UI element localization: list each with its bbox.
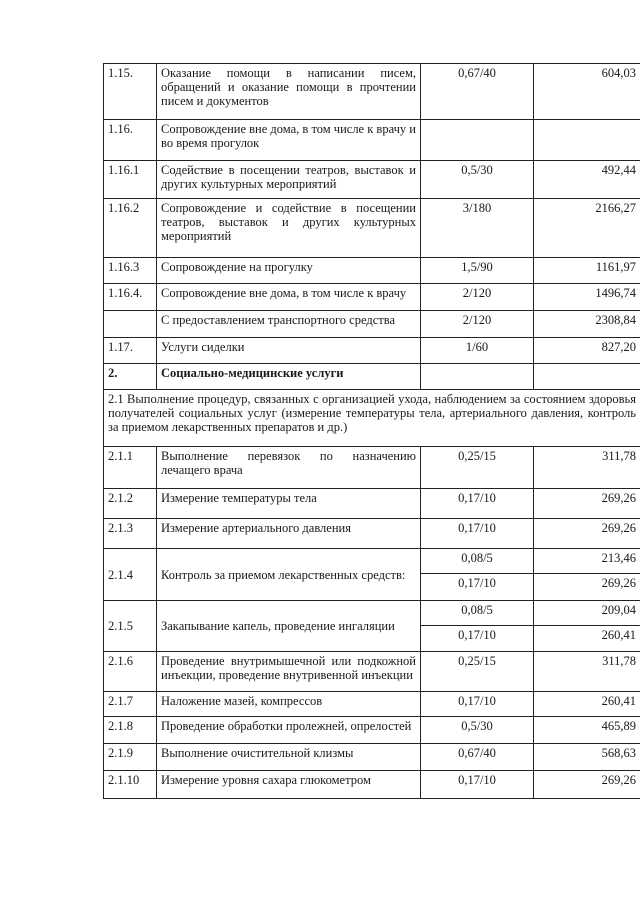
service-description: Проведение внутримышечной или подкожной инъекции, проведение внутривенной инъекции bbox=[157, 652, 421, 692]
service-price: 269,26 bbox=[534, 574, 640, 601]
time-norm: 1,5/90 bbox=[421, 258, 534, 284]
tariff-table bbox=[103, 63, 640, 799]
service-price: 1496,74 bbox=[534, 284, 640, 311]
time-norm: 0,67/40 bbox=[421, 744, 534, 771]
time-norm: 0,25/15 bbox=[421, 447, 534, 489]
service-price: 465,89 bbox=[534, 717, 640, 744]
table-row bbox=[104, 489, 640, 519]
table-row bbox=[104, 120, 640, 161]
row-number: 2.1.10 bbox=[104, 771, 157, 799]
service-description: Сопровождение вне дома, в том числе к врачу и во время прогулок bbox=[157, 120, 421, 161]
row-number: 2.1.8 bbox=[104, 717, 157, 744]
service-description: Выполнение очистительной клизмы bbox=[157, 744, 421, 771]
time-norm: 1/60 bbox=[421, 338, 534, 364]
subsection-description: 2.1 Выполнение процедур, связанных с организацией ухода, наблюдением за состоянием здоровья получателей социальных услуг (измерение температуры тела, артериального давления, контроль за приемом лекарственных препаратов и др.) bbox=[104, 390, 640, 447]
section-header-row bbox=[104, 364, 640, 390]
row-number: 1.17. bbox=[104, 338, 157, 364]
service-price: 492,44 bbox=[534, 161, 640, 199]
table-row bbox=[104, 258, 640, 284]
service-description: Сопровождение и содействие в посещении театров, выставок и других культурных мероприятий bbox=[157, 199, 421, 258]
service-price: 2166,27 bbox=[534, 199, 640, 258]
row-number: 2.1.6 bbox=[104, 652, 157, 692]
table-row bbox=[104, 447, 640, 489]
time-norm: 0,08/5 bbox=[421, 601, 534, 626]
service-price: 269,26 bbox=[534, 771, 640, 799]
table-row bbox=[104, 338, 640, 364]
row-number: 1.16. bbox=[104, 120, 157, 161]
service-price: 2308,84 bbox=[534, 311, 640, 338]
service-price: 604,03 bbox=[534, 64, 640, 120]
service-price: 311,78 bbox=[534, 447, 640, 489]
service-price: 1161,97 bbox=[534, 258, 640, 284]
time-norm: 0,08/5 bbox=[421, 549, 534, 574]
service-description: Сопровождение на прогулку bbox=[157, 258, 421, 284]
table-row bbox=[104, 717, 640, 744]
table-row bbox=[104, 311, 640, 338]
row-number: 2.1.4 bbox=[104, 549, 157, 601]
row-number bbox=[104, 311, 157, 338]
table-row bbox=[104, 284, 640, 311]
time-norm: 0,17/10 bbox=[421, 771, 534, 799]
table-row bbox=[104, 652, 640, 692]
subsection-row bbox=[104, 390, 640, 447]
service-description: Выполнение перевязок по назначению лечащего врача bbox=[157, 447, 421, 489]
time-norm: 0,5/30 bbox=[421, 161, 534, 199]
service-description: Содействие в посещении театров, выставок и других культурных мероприятий bbox=[157, 161, 421, 199]
time-norm: 2/120 bbox=[421, 284, 534, 311]
time-norm bbox=[421, 120, 534, 161]
table-row bbox=[104, 199, 640, 258]
table-row bbox=[104, 692, 640, 717]
section-number: 2. bbox=[104, 364, 157, 390]
time-norm: 0,17/10 bbox=[421, 692, 534, 717]
row-number: 2.1.7 bbox=[104, 692, 157, 717]
service-price: 311,78 bbox=[534, 652, 640, 692]
row-number: 2.1.2 bbox=[104, 489, 157, 519]
service-price: 213,46 bbox=[534, 549, 640, 574]
service-description: Измерение уровня сахара глюкометром bbox=[157, 771, 421, 799]
time-norm: 0,17/10 bbox=[421, 519, 534, 549]
service-description: Измерение артериального давления bbox=[157, 519, 421, 549]
row-number: 1.16.3 bbox=[104, 258, 157, 284]
table-row bbox=[104, 161, 640, 199]
service-price: 260,41 bbox=[534, 626, 640, 652]
time-norm: 3/180 bbox=[421, 199, 534, 258]
service-description: Наложение мазей, компрессов bbox=[157, 692, 421, 717]
time-norm: 0,17/10 bbox=[421, 489, 534, 519]
time-norm: 2/120 bbox=[421, 311, 534, 338]
row-number: 1.16.2 bbox=[104, 199, 157, 258]
time-norm: 0,17/10 bbox=[421, 574, 534, 601]
time-norm: 0,17/10 bbox=[421, 626, 534, 652]
service-description: Сопровождение вне дома, в том числе к врачу bbox=[157, 284, 421, 311]
row-number: 2.1.9 bbox=[104, 744, 157, 771]
service-price: 269,26 bbox=[534, 519, 640, 549]
table-row bbox=[104, 601, 640, 626]
time-norm: 0,25/15 bbox=[421, 652, 534, 692]
row-number: 2.1.3 bbox=[104, 519, 157, 549]
service-price: 827,20 bbox=[534, 338, 640, 364]
service-description: Контроль за приемом лекарственных средств: bbox=[157, 549, 421, 601]
service-price: 209,04 bbox=[534, 601, 640, 626]
service-description: Оказание помощи в написании писем, обращений и оказание помощи в прочтении писем и документов bbox=[157, 64, 421, 120]
service-description: Услуги сиделки bbox=[157, 338, 421, 364]
row-number: 2.1.5 bbox=[104, 601, 157, 652]
table-row bbox=[104, 744, 640, 771]
service-price: 260,41 bbox=[534, 692, 640, 717]
row-number: 1.16.4. bbox=[104, 284, 157, 311]
table-row bbox=[104, 64, 640, 120]
service-description: Закапывание капель, проведение ингаляции bbox=[157, 601, 421, 652]
table-row bbox=[104, 519, 640, 549]
table-row bbox=[104, 771, 640, 799]
service-price: 568,63 bbox=[534, 744, 640, 771]
table-row bbox=[104, 549, 640, 574]
service-description: Измерение температуры тела bbox=[157, 489, 421, 519]
row-number: 1.15. bbox=[104, 64, 157, 120]
time-norm: 0,5/30 bbox=[421, 717, 534, 744]
row-number: 2.1.1 bbox=[104, 447, 157, 489]
service-price: 269,26 bbox=[534, 489, 640, 519]
service-description: Проведение обработки пролежней, опрелостей bbox=[157, 717, 421, 744]
section-title: Социально-медицинские услуги bbox=[157, 364, 421, 390]
time-norm: 0,67/40 bbox=[421, 64, 534, 120]
service-price bbox=[534, 120, 640, 161]
empty-cell bbox=[534, 364, 640, 390]
service-description: С предоставлением транспортного средства bbox=[157, 311, 421, 338]
empty-cell bbox=[421, 364, 534, 390]
row-number: 1.16.1 bbox=[104, 161, 157, 199]
